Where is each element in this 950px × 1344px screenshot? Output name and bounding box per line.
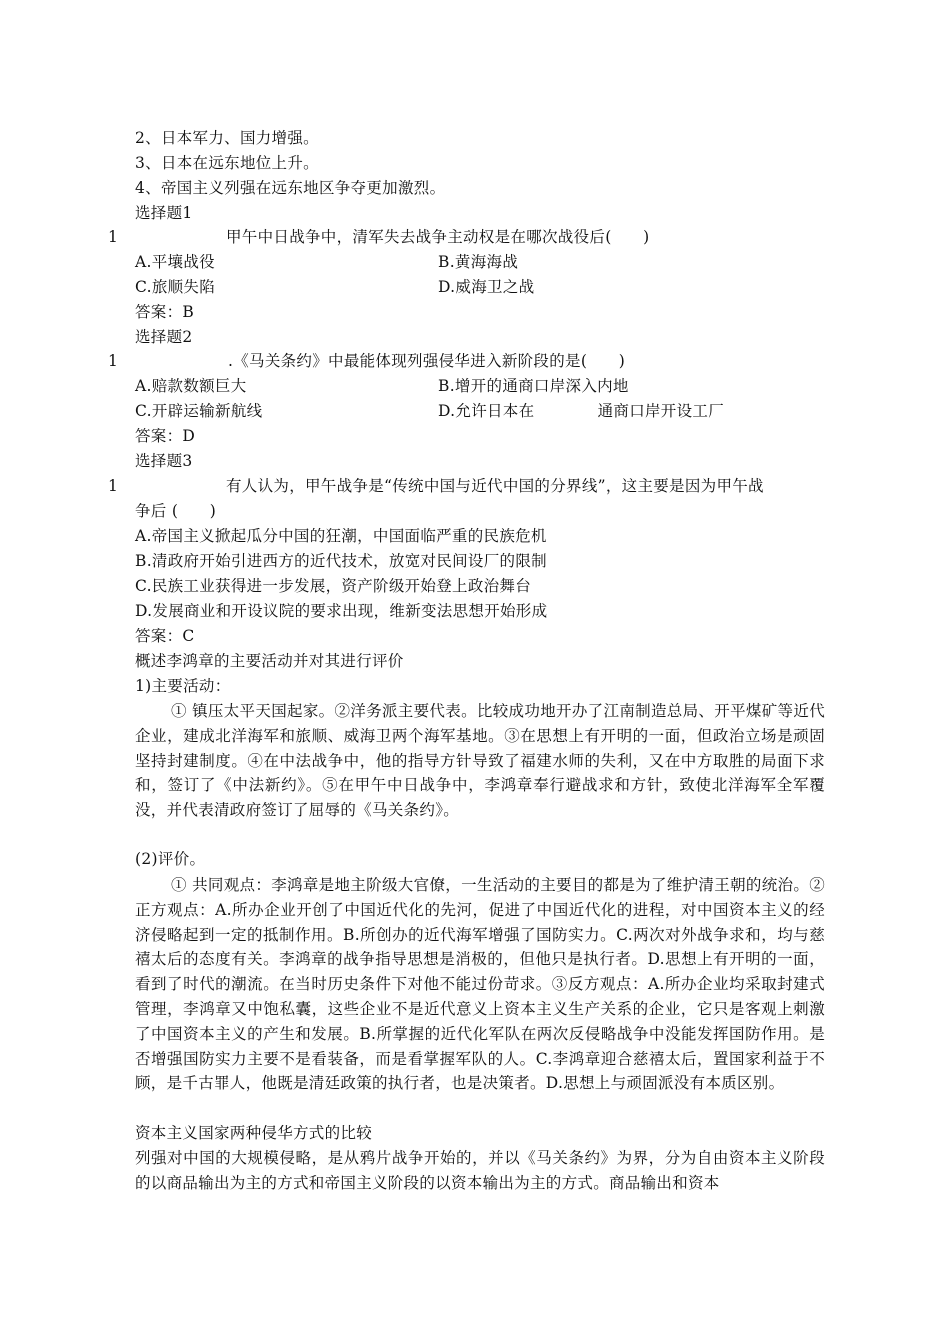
q1-option-b: B.黄海海战 [438,253,519,271]
q3-answer: 答案：C [135,627,195,645]
q1-option-a: A.平壤战役 [135,253,215,271]
q2-answer: 答案：D [135,427,196,445]
intro-line-4: 4、帝国主义列强在远东地区争夺更加激烈。 [135,179,446,197]
q3-option-d: D.发展商业和开设议院的要求出现，维新变法思想开始形成 [135,602,548,620]
q1-stem: 甲午中日战争中，清军失去战争主动权是在哪次战役后( ) [226,228,650,246]
q1-heading: 选择题1 [135,204,193,222]
li-activities-heading: 1)主要活动： [135,677,231,695]
q3-option-b: B.清政府开始引进西方的近代技术，放宽对民间设厂的限制 [135,552,547,570]
q2-option-d: D.允许日本在 通商口岸开设工厂 [438,402,725,420]
comparison-paragraph: 列强对中国的大规模侵略，是从鸦片战争开始的，并以《马关条约》为界，分为自由资本主义阶段的以商品输出为主的方式和帝国主义阶段的以资本输出为主的方式。商品输出和资本 [135,1149,825,1192]
li-section-title: 概述李鸿章的主要活动并对其进行评价 [135,652,404,670]
q2-number: 1 [108,352,119,370]
q3-number: 1 [108,477,119,495]
comparison-title: 资本主义国家两种侵华方式的比较 [135,1124,373,1142]
q3-stem-line1: 有人认为，甲午战争是“传统中国与近代中国的分界线”，这主要是因为甲午战 [226,477,764,495]
q1-answer: 答案：B [135,303,195,321]
q3-option-a: A.帝国主义掀起瓜分中国的狂潮，中国面临严重的民族危机 [135,527,547,545]
q1-option-d: D.威海卫之战 [438,278,535,296]
q2-option-b: B.增开的通商口岸深入内地 [438,377,629,395]
intro-line-2: 2、日本军力、国力增强。 [135,129,319,147]
q3-stem-line2: 争后 ( ) [135,502,217,520]
li-evaluation-heading: (2)评价。 [135,850,206,868]
q3-option-c: C.民族工业获得进一步发展，资产阶级开始登上政治舞台 [135,577,532,595]
q2-stem: .《马关条约》中最能体现列强侵华进入新阶段的是( ) [228,352,626,370]
li-activities-paragraph: ① 镇压太平天国起家。②洋务派主要代表。比较成功地开办了江南制造总局、开平煤矿等近代企业，建成北洋海军和旅顺、威海卫两个海军基地。③在思想上有开明的一面，但政治立场是顽固坚持封建制度。④在中法战争中，他的指导方针导致了福建水师的失利，又在中方取胜的局面下求和，签订了《中法新约》。⑤在甲午中日战争中，李鸿章奉行避战求和方针，致使北洋海军全军覆没，并代表清政府签订了屈辱的《马关条约》。 [135,702,825,820]
q2-option-c: C.开辟运输新航线 [135,402,263,420]
q2-option-a: A.赔款数额巨大 [135,377,247,395]
q1-number: 1 [108,228,119,246]
li-evaluation-paragraph: ① 共同观点：李鸿章是地主阶级大官僚，一生活动的主要目的都是为了维护清王朝的统治。②正方观点：A.所办企业开创了中国近代化的先河，促进了中国近代化的进程，对中国资本主义的经济侵略起到一定的抵制作用。B.所创办的近代海军增强了国防实力。C.两次对外战争求和，均与慈禧太后的态度有关。李鸿章的战争指导思想是消极的，但他只是执行者。D.思想上有开明的一面，看到了时代的潮流。在当时历史条件下对他不能过份苛求。③反方观点：A.所办企业均采取封建式管理，李鸿章又中饱私囊，这些企业不是近代意义上资本主义生产关系的企业，它只是客观上刺激了中国资本主义的产生和发展。B.所掌握的近代化军队在两次反侵略战争中没能发挥国防作用。是否增强国防实力主要不是看装备，而是看掌握军队的人。C.李鸿章迎合慈禧太后，置国家利益于不顾，是千古罪人，他既是清廷政策的执行者，也是决策者。D.思想上与顽固派没有本质区别。 [135,876,825,1093]
q3-heading: 选择题3 [135,452,193,470]
q1-option-c: C.旅顺失陷 [135,278,216,296]
q2-heading: 选择题2 [135,328,193,346]
intro-line-3: 3、日本在远东地位上升。 [135,154,319,172]
